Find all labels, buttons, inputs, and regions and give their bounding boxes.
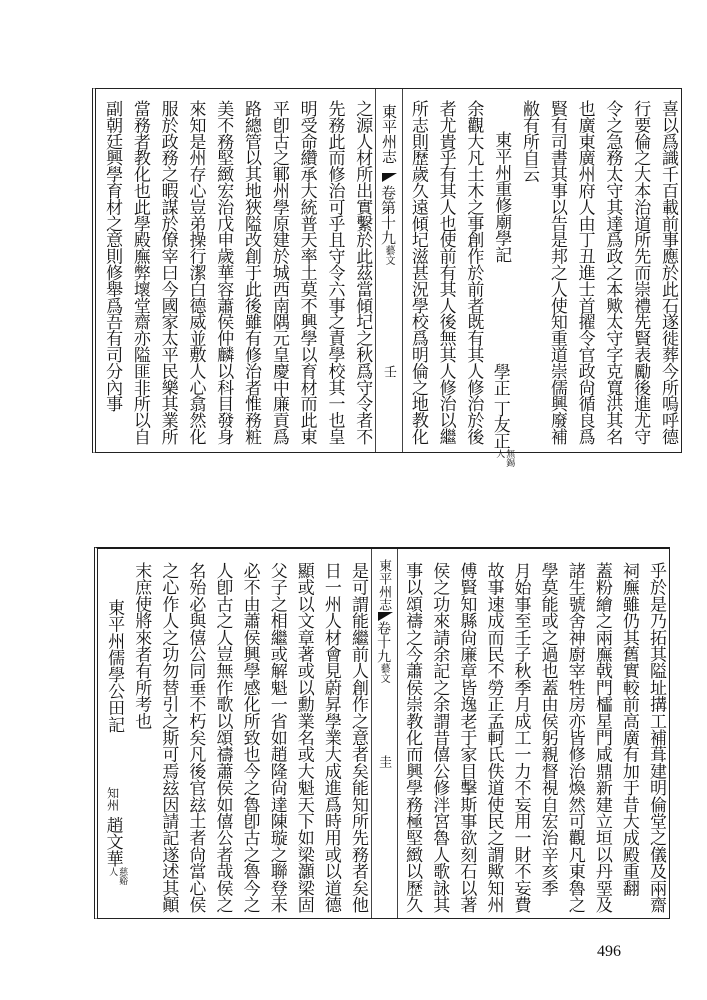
author-note: 慈谿人 (107, 866, 128, 885)
author-name: 丁友正 (489, 399, 510, 450)
text-column: 蓋粉繪之兩廡戟門櫺星門咸鼎新建立垣以丹堊及 (591, 562, 612, 913)
text-column: 平卽古之鄆州學原建於城西南隅元皇慶中廉貢爲 (268, 100, 289, 445)
article-heading-column (100, 549, 127, 918)
article-author (486, 363, 514, 468)
author-name: 趙文華 (102, 816, 123, 867)
text-column: 也廣東廣州府人由丁丑進士首擢令官政尙循良爲 (574, 100, 595, 445)
text-column: 路總管以其地狹隘改創于此後雖有修治者惟務粧 (241, 100, 262, 445)
text-column: 日一州人材會見蔚昇學業大成進爲時用或以道德 (320, 562, 341, 913)
text-column: 所志則歷歲久遠傾圮滋甚況學校爲明倫之地教化 (407, 100, 428, 445)
fishtail-marker (378, 612, 393, 621)
text-column: 賢有司書其事以告是邦之人使知重道崇儒興廢補 (546, 100, 567, 445)
text-column: 美不務堅緻宏治戊申歲華容蕭侯仲麟以科目發身 (213, 100, 234, 445)
text-column: 月始事至壬子秋季月成工一力不妄用一財不妄費 (510, 562, 531, 913)
article-author (100, 787, 127, 886)
fold-leaf-number: 壬 (381, 365, 397, 378)
fold-section: 藝文 (383, 245, 395, 265)
fold-leaf-number: 圭 (376, 755, 392, 768)
text-column: 名殆必與僖公同垂不朽矣凡後官玆土者尙當心侯 (185, 562, 206, 913)
fold-column (371, 549, 398, 918)
text-column: 父子之相繼或解魁一省如趙隆尙達陳璇之聯登未 (266, 562, 287, 913)
fold-volume: 卷十九 (375, 621, 392, 663)
text-column: 副朝廷興學育材之意則修舉爲吾有司分內事 (102, 100, 123, 412)
text-column: 明受命纘承大統普天率土莫不興學以育材而此東 (296, 100, 317, 445)
text-column: 必不由蕭侯興學感化所致也今之魯卽古之魯今之 (239, 562, 260, 913)
text-column: 余觀大凡土木之事創作於前者既有其人修治於後 (463, 100, 484, 445)
text-column: 學莫能或之過也蓋由侯躬親督視自宏治辛亥季 (537, 562, 558, 897)
lower-page (94, 547, 670, 919)
article-title: 東平州儒學公田記 (104, 599, 125, 733)
fold-book-title: 東平州志 (380, 104, 399, 164)
upper-page-columns (96, 89, 681, 468)
lower-page-columns (98, 549, 669, 918)
text-column: 祠廡雖仍其舊實較前高廣有加于昔大成殿重翻 (618, 562, 639, 897)
text-column: 來知是州存心豈弟操行潔白德威並敷人心翕然化 (185, 100, 206, 445)
author-office: 學正 (489, 363, 510, 396)
text-column: 先務此而修治可乎且守令六事之責學校其一也皇 (324, 100, 345, 445)
text-column: 顯或以文章著或以勳業名或大魁天下如梁灝梁固 (293, 562, 314, 913)
text-column: 乎於是乃拓其隘址搆工補葺建明倫堂之儀及兩齋 (646, 562, 666, 913)
article-title: 東平州重修廟學記 (491, 131, 512, 263)
article-heading-column (486, 89, 515, 468)
text-column: 之心作人之功勿替引之斯可焉玆因請記遂述其顚 (158, 562, 179, 913)
text-column: 是可謂能繼前人創作之意者矣能知所先務者矣他 (347, 562, 368, 913)
text-column: 令之急務太守其達爲政之本歟太守字克寬洪其名 (602, 100, 623, 445)
text-column: 末庶使將來者有所考也 (131, 562, 152, 730)
upper-page (92, 88, 682, 468)
text-column: 事以頌禱之今蕭侯崇教化而興學務極堅緻以歷久 (402, 562, 423, 913)
text-column: 人卽古之人豈無作歌以頌禱蕭侯如僖公者哉侯之 (212, 562, 233, 913)
text-column: 當務者教化也此學殿廡弊壞堂齋亦隘匪非所以自 (129, 100, 150, 445)
text-column: 服於政務之暇謀於僚宰曰今國家太平民樂其業所 (157, 100, 178, 445)
fold-column (375, 89, 403, 452)
text-column: 諸生號舍神廚宰牲房亦皆修治煥然可觀凡東魯之 (564, 562, 585, 913)
fold-section: 藝文 (378, 663, 390, 683)
page-number: 496 (597, 943, 621, 960)
author-note: 無錫人 (494, 449, 515, 468)
text-column: 傅賢知縣尙廉章皆逸老于家目擊斯事欲刻石以著 (456, 562, 477, 913)
fold-volume-line (372, 621, 397, 683)
text-column: 侯之功來請余記之余謂昔僖公修泮宮魯人歌詠其 (429, 562, 450, 913)
text-column: 喜以爲識千百載前事應於此石遂徙葬今所嗚呼德 (658, 100, 678, 445)
fold-volume-line (376, 185, 402, 265)
text-column: 之源人材所出實繫於此茲當傾圮之秋爲守令者不 (352, 100, 373, 445)
text-column: 故事速成而民不勞正孟軻氏佚道使民之謂歟知州 (483, 562, 504, 913)
text-column: 行要倫之大本治道所先而崇禮先賢表勵後進尤守 (630, 100, 651, 445)
author-office: 知州 (105, 787, 120, 811)
fishtail-marker (382, 173, 397, 182)
fold-book-title: 東平州志 (376, 559, 392, 611)
text-column: 者尤貴乎有其人也使前有其人後無其人修治以繼 (435, 100, 456, 445)
fold-volume: 卷第十九 (379, 185, 398, 245)
text-column: 敝有所自云 (519, 100, 540, 183)
